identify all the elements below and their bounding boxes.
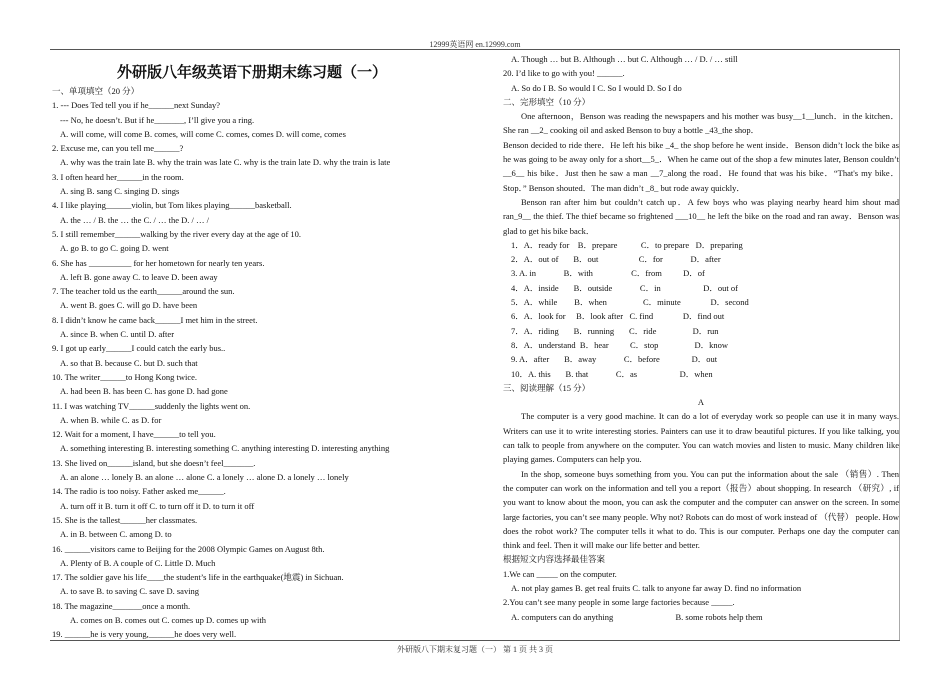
cloze-option-row: 6．A．look for B．look after C. find D．find out: [511, 311, 725, 322]
page-title: 外研版八年级英语下册期末练习题（一）: [116, 63, 387, 81]
single-choice-section: [52, 84, 452, 642]
question-line: --- No, he doesn’t. But if he_______, I’ll give you a ring.: [60, 114, 255, 125]
question-line: 8. I didn’t know he came back______I met him in the street.: [52, 314, 258, 325]
page-frame-right: [899, 50, 900, 640]
reading-question-1: 1.We can _____ on the computer.: [503, 568, 617, 579]
cloze-paragraph-2: Benson decided to ride there．He left his bike _4_ the shop before he went inside．Benson didn’t lock the bike as he was going to be away only for a short__5_．When he came out of the shop a few minutes later, Benson couldn’t __6__ his bike．Just then he saw a man __7_along the road．He found that was his bike．“That's my bike．Stop．” Benson shouted．The man didn’t _8_ but rode away quickly．: [503, 139, 899, 193]
option-a: A. computers can do anything: [511, 611, 614, 622]
question-line: 7. The teacher told us the earth______around the sun.: [52, 286, 235, 297]
question-line: 2. Excuse me, can you tell me______?: [52, 143, 184, 154]
question-line: A. Plenty of B. A couple of C. Little D. Much: [60, 557, 216, 568]
footer-rule: [50, 640, 900, 641]
reading-paragraph-1: The computer is a very good machine. It can do a lot of everyday work so people can use it in many ways. Writers can use it to write interesting stories. Painters can use it to draw beautiful pictures. If you like talking, you can talk to people from anywhere on the computer. You can watch movies and listen to music. Many children like playing games. Computers can help you.: [503, 411, 899, 465]
question-line: 15. She is the tallest______her classmates.: [52, 514, 198, 525]
cloze-option-row: 7．A．riding B．running C．ride D．run: [511, 325, 719, 336]
question-line: A. turn off it B. turn it off C. to turn off it D. to turn it off: [60, 500, 255, 511]
reading-instruction: 根据短文内容选择最佳答案: [503, 554, 606, 565]
question-line: 5. I still remember______walking by the river every day at the age of 10.: [52, 228, 302, 239]
question-line: A. when B. while C. as D. for: [60, 414, 162, 425]
question-line: A. Though … but B. Although … but C. Although … / D. / … still: [511, 54, 738, 64]
reading-paragraph-2: In the shop, someone buys something from you. You can put the information about the sale （销售）. Then the computer can work on the information and tell you a report（报告）about shopping. In research （研究）, if you want to know about the moon, you can ask the computer and the computer can answer on the screen. In some large factories, you can’t see many people. Why not? Robots can do most of work instead of （代替） people. How does the robot work? The computer tells it what to do. This is our computer. Perhaps one day the computer can think and feel. Then it will make our life better and better.: [503, 468, 899, 551]
cloze-option-row: 1．A．ready for B．prepare C．to prepare D．preparing: [511, 239, 743, 250]
cloze-paragraph-1: One afternoon，Benson was reading the newspapers and his mother was busy__1__lunch．in the kitchen．She ran __2_ cooking oil and asked Benson to buy a bottle _43_the shop．: [503, 111, 899, 136]
question-line: A. left B. gone away C. to leave D. been away: [60, 271, 218, 282]
cloze-option-row: 2．A．out of B．out C．for D．after: [511, 254, 721, 265]
question-line: A. so that B. because C. but D. such that: [60, 357, 198, 368]
question-line: A. in B. between C. among D. to: [60, 529, 172, 540]
question-line: A. will come, will come B. comes, will come C. comes, comes D. will come, comes: [60, 128, 346, 139]
question-line: A. So do I B. So would I C. So I would D. So I do: [511, 82, 682, 93]
question-line: 13. She lived on______island, but she doesn’t feel_______.: [52, 457, 256, 468]
question-line: A. comes on B. comes out C. comes up D. comes up with: [70, 614, 266, 625]
question-line: 14. The radio is too noisy. Father asked me______.: [52, 486, 226, 497]
cloze-paragraph-3: Benson ran after him but couldn’t catch up．A few boys who was playing nearby heard him shout mad ran_9__ the thief. The thief became so frightened ___10__ he left the bike on the road and ran away．Benson was glad to get his bike back．: [503, 196, 899, 236]
cloze-option-row: 4．A．inside B．outside C．in D．out of: [511, 282, 738, 293]
question-line: 一、单项填空（20 分）: [52, 86, 140, 96]
question-line: 10. The writer______to Hong Kong twice.: [52, 371, 198, 382]
right-column: [503, 52, 899, 624]
cloze-option-row: 9. A．after B．away C．before D．out: [511, 354, 718, 365]
question-line: 4. I like playing______violin, but Tom likes playing______basketball.: [52, 200, 292, 211]
question-line: 3. I often heard her______in the room.: [52, 171, 184, 182]
cloze-option-row: 8．A．understand B．hear C．stop D．know: [511, 339, 728, 350]
question-line: 12. Wait for a moment, I have______to tell you.: [52, 429, 216, 440]
question-line: A. sing B. sang C. singing D. sings: [60, 186, 180, 197]
reading-passage-label: A: [697, 397, 705, 408]
cloze-options: [503, 238, 899, 381]
question-line: A. an alone … lonely B. an alone … alone C. a lonely … alone D. a lonely … lonely: [60, 472, 349, 483]
reading-heading: 三、阅读理解（15 分）: [503, 382, 591, 393]
question-line: A. go B. to go C. going D. went: [60, 243, 169, 254]
question-line: A. to save B. to saving C. save D. saving: [60, 586, 200, 597]
question-line: 二、完形填空（10 分）: [503, 96, 591, 107]
reading-question-2-options: [503, 610, 899, 624]
cloze-option-row: 5．A．while B．when C．minute D．second: [511, 297, 749, 308]
header-rule: [50, 49, 900, 50]
site-header: 12999英语网 en.12999.com: [429, 40, 521, 49]
cloze-option-row: 3. A. in B．with C．from D．of: [511, 268, 705, 279]
question-line: 17. The soldier gave his life____the student’s life in the earthquake(地震) in Sichuan.: [52, 572, 344, 583]
question-line: 1. --- Does Ted tell you if he______next Sunday?: [52, 100, 221, 111]
reading-question-1-options: A. not play games B. get real fruits C. talk to anyone far away D. find no information: [511, 582, 802, 593]
page-footer: 外研版八下期末复习题（一） 第 1 页 共 3 页: [397, 645, 553, 654]
question-line: A. something interesting B. interesting something C. anything interesting D. interesting anything: [60, 443, 390, 454]
question-line: 11. I was watching TV______suddenly the lights went on.: [52, 400, 251, 411]
cloze-option-row: 10．A. this B. that C．as D．when: [511, 368, 713, 379]
question-line: 16. ______visitors came to Beijing for the 2008 Olympic Games on August 8th.: [52, 543, 325, 554]
question-line: 6. She has __________ for her hometown for nearly ten years.: [52, 257, 265, 268]
question-line: 20. I’d like to go with you! ______.: [503, 68, 625, 79]
question-line: A. since B. when C. until D. after: [60, 329, 175, 340]
left-column: [52, 52, 452, 642]
single-choice-continued: [503, 52, 899, 109]
option-b: B. some robots help them: [675, 611, 763, 622]
question-line: 9. I got up early______I could catch the early bus..: [52, 343, 226, 354]
question-line: 18. The magazine_______once a month.: [52, 600, 191, 611]
question-line: A. went B. goes C. will go D. have been: [60, 300, 198, 311]
question-line: A. had been B. has been C. has gone D. had gone: [60, 386, 228, 397]
question-line: A. why was the train late B. why the train was late C. why is the train late D. why the train is late: [60, 157, 391, 168]
question-line: A. the … / B. the … the C. / … the D. / … /: [60, 214, 209, 225]
reading-question-2: 2.You can’t see many people in some large factories because _____.: [503, 597, 735, 608]
question-line: 19. ______he is very young,______he does very well.: [52, 629, 237, 640]
